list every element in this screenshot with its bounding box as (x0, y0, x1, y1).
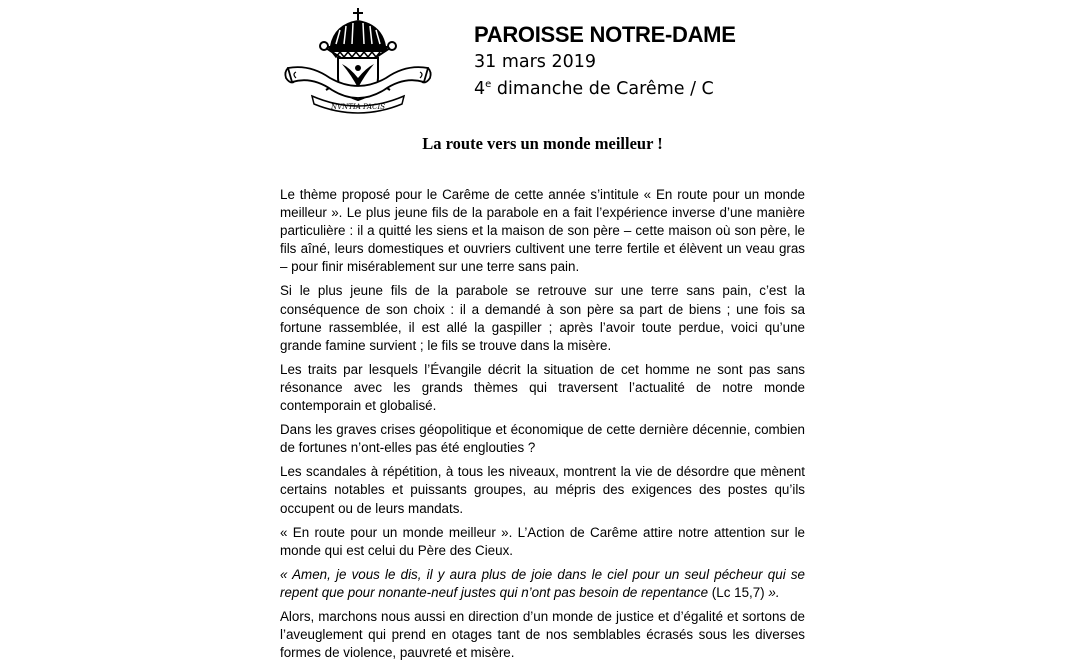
parish-name: PAROISSE NOTRE-DAME (474, 22, 736, 47)
paragraph: Les traits par lesquels l’Évangile décrit la situation de cet homme ne sont pas sans résonance avec les grands thèmes qui traversent l’actualité de notre monde contemporain et globalisé. (280, 361, 805, 414)
closing-paragraph: Alors, marchons nous aussi en direction d’un monde de justice et d’égalité et sortons de l’aveuglement qui prend en otages tant de nos semblables écrasés sous les diverses formes de violence, pauvreté et misère. (280, 608, 805, 661)
paragraph: Les scandales à répétition, à tous les niveaux, montrent la vie de désordre que mènent certains notables et puissants groupes, au mépris des exigences des postes qu’ils occupent ou de leurs mandats. (280, 464, 805, 516)
sunday-label: dimanche de Carême / C (491, 79, 714, 99)
paragraph: Le thème proposé pour le Carême de cette année s’intitule « En route pour un monde meilleur ». Le plus jeune fils de la parabole en a fait l’expérience inverse d’une manière particulière : il a quitté les siens et la maison de son père – cette maison où son père, le fils aîné, leurs domestiques et ouvriers cultivent une terre fertile et élèvent un veau gras – pour finir misérablement sur une terre sans pain. (280, 187, 805, 275)
article-title: La route vers un monde meilleur ! (422, 134, 663, 153)
gospel-quote (280, 566, 805, 602)
quote-closing-mark: ». (768, 584, 780, 600)
liturgical-sunday (474, 78, 714, 100)
sunday-ordinal-suffix: e (485, 79, 492, 90)
paragraph: Dans les graves crises géopolitique et économique de cette dernière décennie, combien de fortunes n’ont-elles pas été englouties ? (280, 422, 805, 456)
quote-text: « Amen, je vous le dis, il y aura plus de joie dans le ciel pour un seul pécheur qui se repent que pour nonante-neuf justes qui n’ont pas besoin de repentance (280, 566, 805, 600)
paragraph: « En route pour un monde meilleur ». L’Action de Carême attire notre attention sur le monde qui est celui du Père des Cieux. (280, 524, 805, 558)
bulletin-date: 31 mars 2019 (474, 52, 597, 72)
logo-motto: NVNTIA PACIS (330, 103, 386, 111)
sunday-number: 4 (474, 79, 486, 99)
parish-coat-of-arms-logo (282, 6, 434, 118)
article-body (280, 186, 805, 668)
paragraph: Si le plus jeune fils de la parabole se retrouve sur une terre sans pain, c’est la conséquence de son choix : il a demandé à son père sa part de biens ; une fois sa fortune rassemblée, il est allé la gaspiller ; après l’avoir toute perdue, voici qu’une grande famine survient ; le fils se trouve dans la misère. (280, 283, 805, 353)
quote-reference: (Lc 15,7) (708, 584, 769, 600)
